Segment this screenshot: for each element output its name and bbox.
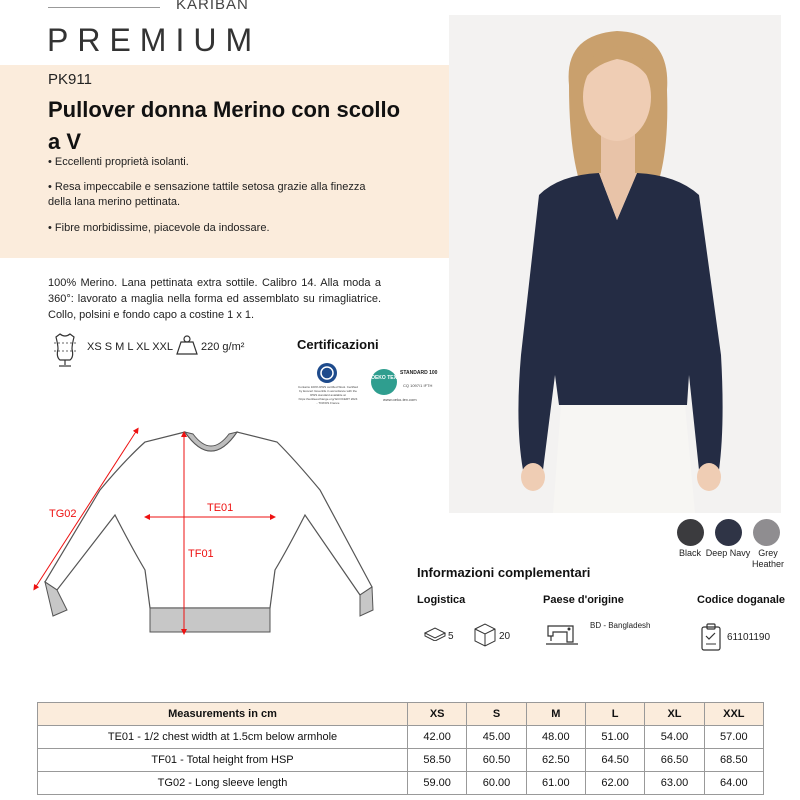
origin-label: Paese d'origine xyxy=(543,594,624,606)
origin-value: BD - Bangladesh xyxy=(590,621,651,630)
header-size: L xyxy=(585,703,644,726)
oeko-code: CQ 1097/1 IFTH xyxy=(403,383,433,388)
brand-premium: PREMIUM xyxy=(47,22,262,58)
header-size: S xyxy=(467,703,526,726)
table-cell: 54.00 xyxy=(645,726,704,749)
header-measurements: Measurements in cm xyxy=(38,703,408,726)
carton-icon xyxy=(472,622,498,648)
oeko-standard: STANDARD 100 xyxy=(400,370,438,376)
table-cell: 64.00 xyxy=(704,772,763,795)
table-cell: 45.00 xyxy=(467,726,526,749)
header-size: XS xyxy=(408,703,467,726)
table-cell: 60.00 xyxy=(467,772,526,795)
measurements-table xyxy=(37,702,764,795)
available-sizes: XS S M L XL XXL xyxy=(87,341,174,353)
table-cell: 62.50 xyxy=(526,749,585,772)
row-label: TG02 - Long sleeve length xyxy=(38,772,408,795)
product-description: 100% Merino. Lana pettinata extra sottile. Calibro 14. Alla moda a 360°: lavorato a maglia nella forma ed assemblato su rimagliatrice. Collo, polsini e fondo capo a costine 1 x 1. xyxy=(48,277,381,321)
product-photo xyxy=(449,15,781,513)
header-size: XL xyxy=(645,703,704,726)
rws-logo-icon xyxy=(316,362,338,384)
table-cell: 51.00 xyxy=(585,726,644,749)
mannequin-icon xyxy=(48,331,82,367)
oeko-site: www.oeko-tex.com xyxy=(383,397,417,402)
te01-label: TE01 xyxy=(207,502,234,514)
row-label: TE01 - 1/2 chest width at 1.5cm below armhole xyxy=(38,726,408,749)
feature-bullet: • Eccellenti proprietà isolanti. xyxy=(48,156,189,168)
color-swatch-deep-navy[interactable] xyxy=(715,519,742,546)
hem-ribbing xyxy=(150,608,270,632)
pack-quantity: 5 xyxy=(448,631,454,642)
product-title: Pullover donna Merino con scollo a V xyxy=(48,97,401,154)
feature-bullet: • Resa impeccabile e sensazione tattile setosa grazie alla finezza della lana merino pettinata. xyxy=(48,181,366,208)
oeko-tex-logo-icon xyxy=(370,368,398,396)
color-label-grey-heather: Grey Heather xyxy=(751,548,785,569)
table-cell: 48.00 xyxy=(526,726,585,749)
table-row xyxy=(38,749,764,772)
table-cell: 61.00 xyxy=(526,772,585,795)
garment-diagram xyxy=(15,420,405,645)
sewing-machine-icon xyxy=(545,620,579,650)
color-label-black: Black xyxy=(678,548,701,558)
model-illustration xyxy=(449,15,781,513)
carton-quantity: 20 xyxy=(499,631,511,642)
row-label: TF01 - Total height from HSP xyxy=(38,749,408,772)
weight-icon xyxy=(176,334,198,356)
table-cell: 59.00 xyxy=(408,772,467,795)
header-size: M xyxy=(526,703,585,726)
product-code: PK911 xyxy=(48,71,92,88)
table-cell: 63.00 xyxy=(645,772,704,795)
oeko-tex-logo-text: OEKO TEX xyxy=(371,375,397,381)
color-swatch-black[interactable] xyxy=(677,519,704,546)
sweater-outline xyxy=(45,432,372,608)
brand-kariban: KARIBAN xyxy=(176,0,249,13)
rws-certification-text: Contains 100% RWS certified Wool. Certified by Ecocert Greenlife in accordance with the RWS standard available at https://textileexchange.org/ ECOCERT 2024 - TO/FDS France xyxy=(298,385,358,405)
table-cell: 62.00 xyxy=(585,772,644,795)
clipboard-icon xyxy=(700,623,722,651)
table-header-row xyxy=(38,703,764,726)
table-cell: 57.00 xyxy=(704,726,763,749)
table-cell: 64.50 xyxy=(585,749,644,772)
table-cell: 68.50 xyxy=(704,749,763,772)
table-cell: 42.00 xyxy=(408,726,467,749)
table-cell: 58.50 xyxy=(408,749,467,772)
logistics-label: Logistica xyxy=(417,594,466,606)
certifications-title: Certificazioni xyxy=(297,337,379,352)
customs-label: Codice doganale xyxy=(697,594,786,606)
table-row xyxy=(38,726,764,749)
color-label-deep-navy: Deep Navy xyxy=(705,548,751,558)
table-cell: 66.50 xyxy=(645,749,704,772)
table-row xyxy=(38,772,764,795)
tf01-label: TF01 xyxy=(188,548,214,560)
fabric-weight: 220 g/m² xyxy=(201,341,245,353)
tg02-label: TG02 xyxy=(49,508,77,520)
brand-divider xyxy=(48,7,160,8)
table-cell: 60.50 xyxy=(467,749,526,772)
header-size: XXL xyxy=(704,703,763,726)
info-title: Informazioni complementari xyxy=(417,565,591,580)
pack-icon xyxy=(423,625,447,641)
feature-bullet: • Fibre morbidissime, piacevole da indossare. xyxy=(48,222,270,234)
color-swatch-grey-heather[interactable] xyxy=(753,519,780,546)
customs-code: 61101190 xyxy=(727,632,771,643)
